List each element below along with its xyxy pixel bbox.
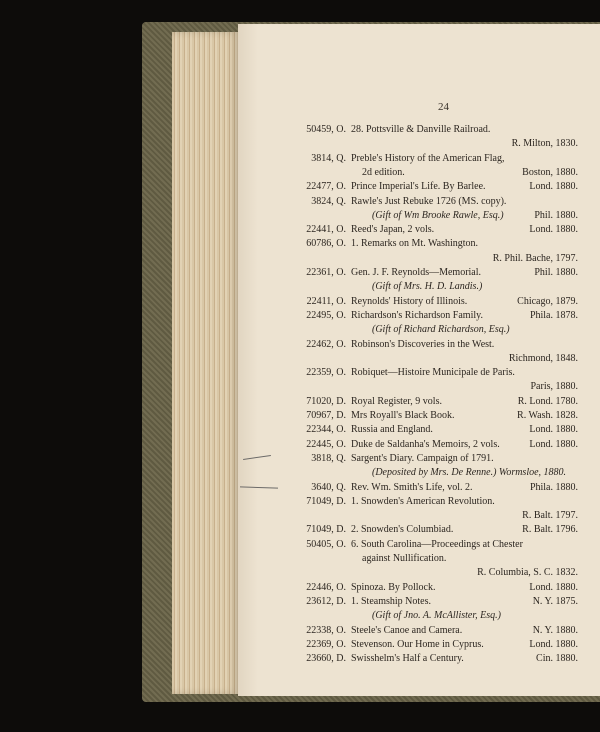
entry-title: 2. Snowden's Columbiad.: [351, 524, 454, 536]
page-number: 24: [438, 101, 449, 113]
entry-title: Reed's Japan, 2 vols.: [351, 224, 435, 236]
entry-imprint: Phila. 1878.: [529, 309, 578, 321]
catalog-line: [300, 609, 578, 623]
entry-imprint: R. Phil. Bache, 1797.: [492, 252, 578, 264]
entry-title: Preble's History of the American Flag,: [351, 152, 505, 164]
entry-imprint: R. Milton, 1830.: [511, 138, 578, 150]
accession-number: 22446, O.: [306, 581, 346, 593]
accession-number: 3824, Q.: [311, 195, 346, 207]
catalog-line: [300, 152, 578, 166]
catalog-line: [300, 438, 578, 452]
catalog-line: [300, 495, 578, 509]
entry-title: Russia and England.: [351, 424, 433, 436]
entry-imprint: R. Balt. 1796.: [522, 524, 578, 536]
accession-number: 3818, Q.: [311, 452, 346, 464]
accession-number: 23612, D.: [306, 595, 346, 607]
entry-title: Richardson's Richardson Family.: [351, 309, 483, 321]
entry-title: Robinson's Discoveries in the West.: [351, 338, 495, 350]
entry-imprint: Boston, 1880.: [522, 166, 578, 178]
entry-title: 1. Snowden's American Revolution.: [351, 495, 495, 507]
accession-number: 22344, O.: [306, 424, 346, 436]
catalog-line: [300, 180, 578, 194]
catalog-line: [300, 481, 578, 495]
accession-number: 22361, O.: [306, 267, 346, 278]
catalog-line: [300, 581, 578, 595]
catalog-line: [300, 309, 578, 323]
catalog-line: [300, 452, 578, 466]
entry-imprint: R. Columbia, S. C. 1832.: [477, 567, 578, 579]
catalog-line: [300, 352, 578, 366]
catalog-line: [300, 652, 578, 666]
catalog-line: [300, 338, 578, 352]
accession-number: 22411, O.: [306, 295, 346, 307]
entry-title: Gen. J. F. Reynolds—Memorial.: [351, 267, 482, 278]
entry-title: 1. Steamship Notes.: [351, 595, 431, 607]
accession-number: 3640, Q.: [311, 481, 346, 493]
entry-title: Rawle's Just Rebuke 1726 (MS. copy).: [351, 195, 507, 207]
entry-imprint: Paris, 1880.: [530, 381, 578, 393]
catalog-line: [300, 123, 578, 137]
accession-number: 22369, O.: [306, 638, 346, 650]
catalog-line: [300, 624, 578, 638]
accession-number: 60786, O.: [306, 238, 346, 250]
entry-imprint: N. Y. 1880.: [532, 624, 578, 636]
catalog-line: [300, 266, 578, 280]
accession-number: 71049, D.: [306, 495, 346, 507]
accession-number: 23660, D.: [306, 653, 346, 665]
entry-title: (Gift of Richard Richardson, Esq.): [372, 324, 510, 336]
entry-title: against Nullification.: [362, 553, 447, 564]
entry-title: Swisshelm's Half a Century.: [351, 653, 464, 665]
catalog-line: [300, 423, 578, 437]
catalog-line: [300, 509, 578, 523]
entry-imprint: Chicago, 1879.: [517, 295, 578, 307]
catalog-line: [300, 595, 578, 609]
catalog-line: [300, 552, 578, 566]
accession-number: 71049, D.: [306, 524, 346, 536]
accession-number: 50405, O.: [306, 538, 346, 550]
entry-title: Royal Register, 9 vols.: [351, 395, 442, 407]
catalog-line: [300, 237, 578, 251]
entry-title: (Gift of Wm Brooke Rawle, Esq.): [372, 209, 504, 221]
catalog-line: [300, 566, 578, 580]
accession-number: 22477, O.: [306, 181, 346, 193]
entry-title: Stevenson. Our Home in Cyprus.: [351, 638, 484, 650]
catalog-line: [300, 366, 578, 380]
entry-imprint: R. Balt. 1797.: [522, 510, 578, 522]
entry-imprint: Phil. 1880.: [534, 209, 578, 221]
entry-title: 6. South Carolina—Proceedings at Chester: [351, 538, 523, 550]
entry-imprint: Lond. 1880.: [529, 224, 578, 236]
accession-number: 22359, O.: [306, 367, 346, 379]
entry-title: Rev. Wm. Smith's Life, vol. 2.: [351, 481, 473, 493]
entry-title: Steele's Canoe and Camera.: [351, 624, 463, 636]
entry-imprint: R. Lond. 1780.: [517, 395, 578, 407]
entry-title: 1. Remarks on Mt. Washington.: [351, 238, 479, 250]
catalog-line: [300, 166, 578, 180]
entry-imprint: Lond. 1880.: [529, 438, 578, 450]
accession-number: 71020, D.: [306, 395, 346, 407]
entry-imprint: Lond. 1880.: [529, 424, 578, 436]
catalog-line: [300, 323, 578, 337]
catalog-line: [300, 466, 578, 480]
entry-title: (Deposited by Mrs. De Renne.) Wormsloe, 1880.: [372, 467, 567, 479]
entry-imprint: Lond. 1880.: [529, 638, 578, 650]
accession-number: 70967, D.: [306, 410, 346, 421]
catalog-line: [300, 195, 578, 209]
catalog-line: [300, 223, 578, 237]
entry-imprint: Lond. 1880.: [529, 181, 578, 193]
entry-title: Mrs Royall's Black Book.: [351, 410, 455, 421]
entry-imprint: Lond. 1880.: [529, 581, 578, 593]
entry-title: Spinoza. By Pollock.: [351, 581, 436, 593]
entry-title: Robiquet—Histoire Municipale de Paris.: [351, 367, 515, 379]
accession-number: 22445, O.: [306, 438, 346, 450]
accession-number: 3814, Q.: [311, 152, 346, 164]
entry-imprint: R. Wash. 1828.: [517, 410, 578, 421]
accession-number: 22462, O.: [306, 338, 346, 350]
catalog-line: [300, 409, 578, 423]
entry-imprint: Phil. 1880.: [534, 267, 578, 278]
catalog-line: [300, 538, 578, 552]
entry-title: 2d edition.: [362, 166, 405, 178]
accession-number: 50459, O.: [306, 124, 346, 135]
catalog-line: [300, 280, 578, 294]
entry-title: (Gift of Mrs. H. D. Landis.): [372, 281, 483, 293]
catalog-line: [300, 252, 578, 266]
entry-title: Sargent's Diary. Campaign of 1791.: [351, 452, 494, 464]
page-edges: [172, 32, 240, 694]
catalog-line: [300, 295, 578, 309]
entry-title: Prince Imperial's Life. By Barlee.: [351, 181, 486, 193]
catalog-line: [300, 395, 578, 409]
catalog-line: [300, 638, 578, 652]
accession-number: 22441, O.: [306, 224, 346, 236]
entry-title: 28. Pottsville & Danville Railroad.: [351, 124, 491, 135]
accession-number: 22495, O.: [306, 309, 346, 321]
entry-imprint: N. Y. 1875.: [532, 595, 578, 607]
catalog-line: [300, 137, 578, 151]
entry-imprint: Richmond, 1848.: [508, 352, 578, 364]
catalog-line: [300, 209, 578, 223]
entry-imprint: Cin. 1880.: [536, 653, 578, 665]
catalog-line: [300, 523, 578, 537]
entry-title: Reynolds' History of Illinois.: [351, 295, 468, 307]
entry-imprint: Phila. 1880.: [529, 481, 578, 493]
entry-title: Duke de Saldanha's Memoirs, 2 vols.: [351, 438, 500, 450]
catalog-line: [300, 380, 578, 394]
entry-title: (Gift of Jno. A. McAllister, Esq.): [372, 610, 501, 622]
accession-number: 22338, O.: [306, 624, 346, 636]
